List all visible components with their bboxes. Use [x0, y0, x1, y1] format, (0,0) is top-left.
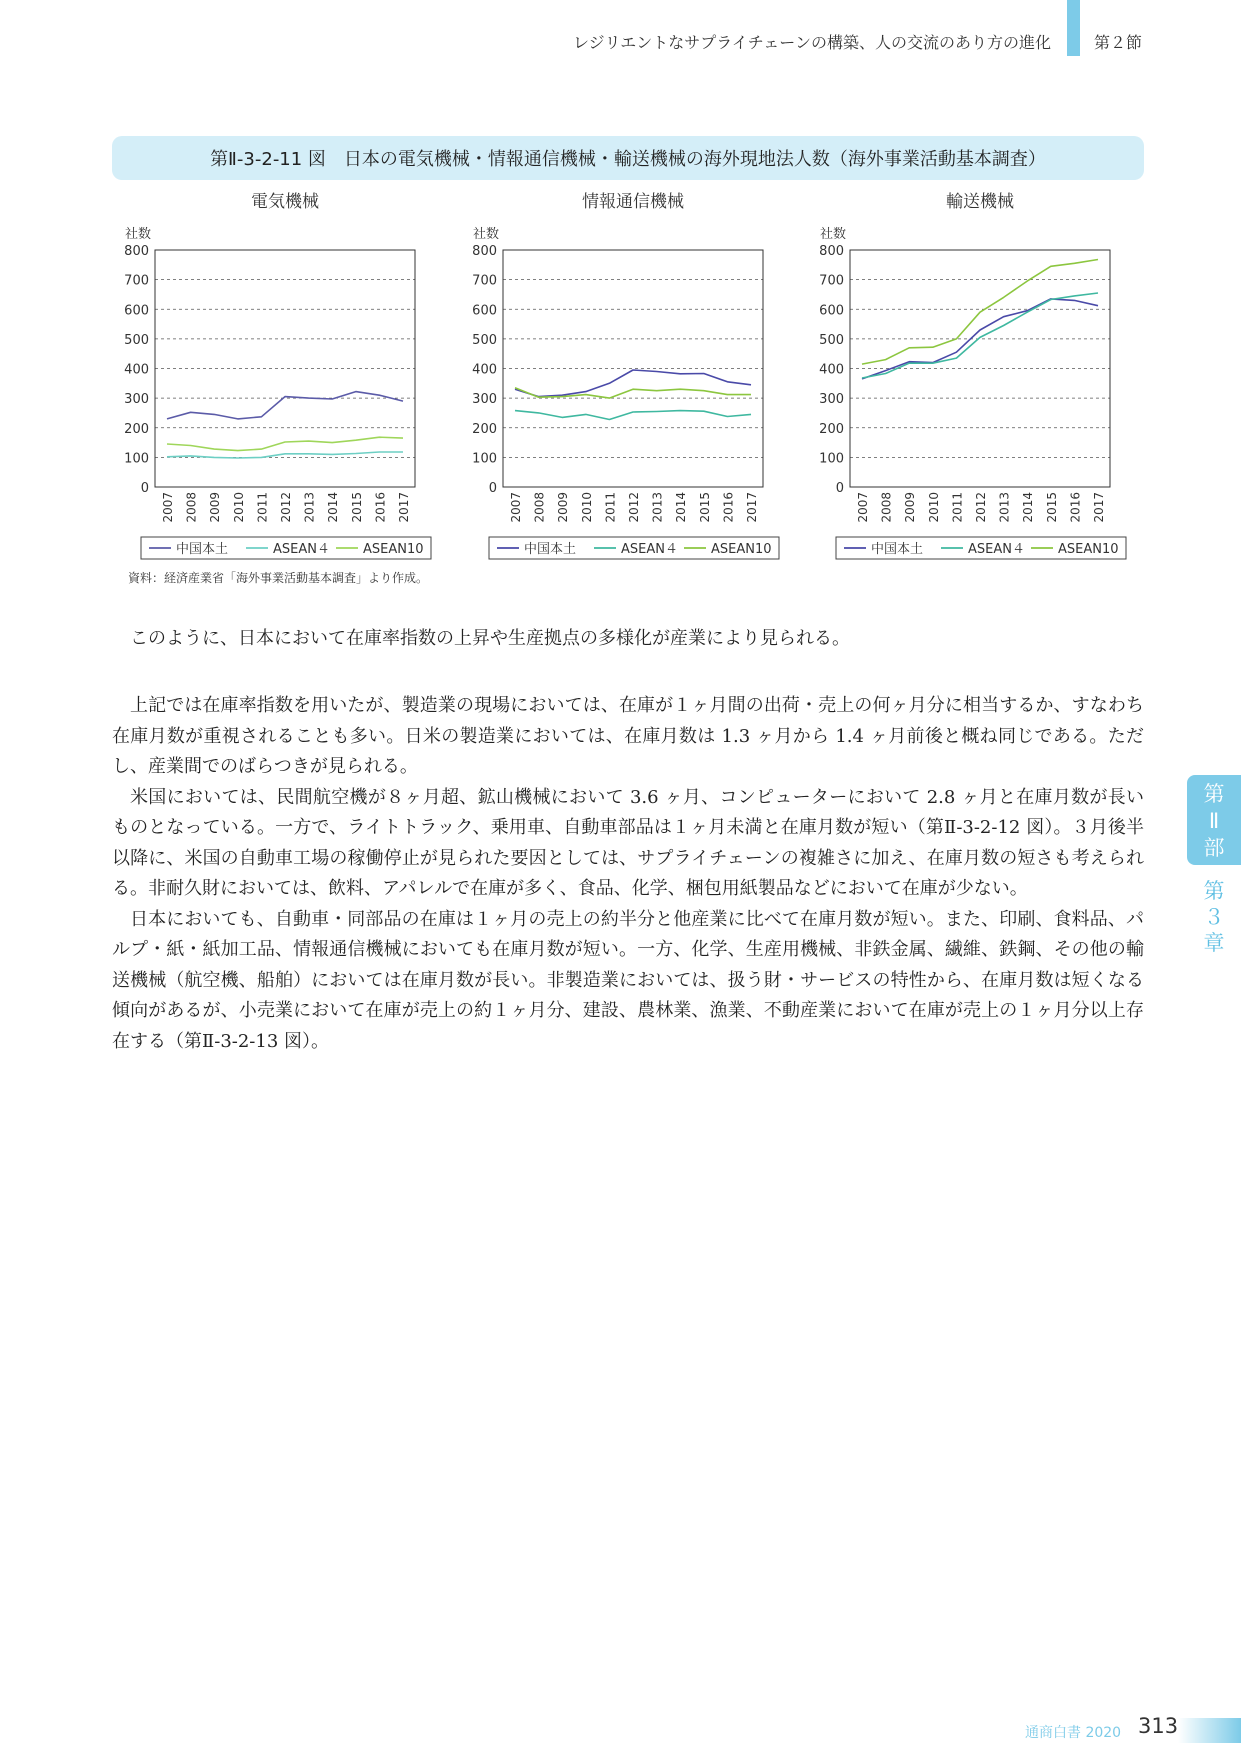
x-tick-label: 2012 [627, 492, 641, 523]
body-paragraphs [112, 691, 1144, 1057]
y-tick-label: 500 [819, 332, 844, 348]
legend-label: 中国本土 [176, 542, 229, 557]
body-paragraph: 日本においても、自動車・同部品の在庫は１ヶ月の売上の約半分と他産業に比べて在庫月数が短い。また、印刷、食料品、パルプ・紙・紙加工品、情報通信機械においても在庫月数が短い。一方、化学、生産用機械、非鉄金属、繊維、鉄鋼、その他の輸送機械（航空機、船舶）においては在庫月数が長い。非製造業においては、扱う財・サービスの特性から、在庫月数は短くなる傾向があるが、小売業において在庫が売上の約１ヶ月分、建設、農林業、漁業、不動産業において在庫が売上の１ヶ月分以上存在する（第Ⅱ-3-2-13 図）。 [112, 908, 1144, 1052]
chart-title: 情報通信機械 [582, 192, 684, 212]
chart-panel [472, 192, 779, 559]
x-tick-label: 2013 [997, 492, 1012, 523]
x-tick-label: 2013 [302, 492, 317, 523]
x-tick-label: 2015 [1044, 492, 1059, 523]
chart-title: 輸送機械 [946, 192, 1014, 212]
running-header-section: 第２節 [1094, 33, 1143, 52]
x-tick-label: 2014 [1021, 492, 1036, 523]
x-tick-label: 2007 [856, 492, 870, 523]
page-number: 313 [1138, 1714, 1179, 1738]
series-line [862, 293, 1098, 378]
x-tick-label: 2010 [926, 492, 941, 523]
x-tick-label: 2012 [974, 492, 988, 523]
legend-label: ASEAN10 [711, 542, 772, 557]
y-tick-label: 200 [472, 421, 497, 437]
y-tick-label: 700 [472, 273, 497, 289]
y-axis-label: 社数 [820, 227, 847, 242]
y-tick-label: 100 [472, 451, 497, 467]
x-tick-label: 2008 [879, 492, 894, 523]
x-tick-label: 2009 [208, 492, 223, 523]
chapter-label [1187, 878, 1241, 956]
x-tick-label: 2010 [231, 492, 246, 523]
x-tick-label: 2007 [161, 492, 175, 523]
y-tick-label: 200 [819, 421, 844, 437]
y-tick-label: 300 [819, 392, 844, 408]
charts-figure [0, 0, 1241, 580]
y-tick-label: 800 [472, 244, 497, 259]
y-tick-label: 400 [819, 362, 844, 378]
x-tick-label: 2017 [1092, 492, 1106, 523]
y-tick-label: 0 [488, 481, 497, 496]
series-line [515, 411, 751, 420]
running-header-title: レジリエントなサプライチェーンの構築、人の交流のあり方の進化 [572, 33, 1051, 52]
x-tick-label: 2011 [950, 492, 965, 523]
series-line [167, 392, 403, 419]
x-tick-label: 2011 [603, 492, 618, 523]
y-tick-label: 100 [124, 451, 149, 467]
y-tick-label: 500 [472, 332, 497, 348]
x-tick-label: 2010 [579, 492, 594, 523]
x-tick-label: 2017 [745, 492, 759, 523]
chart-title: 電気機械 [251, 192, 319, 212]
body-paragraph: 上記では在庫率指数を用いたが、製造業の現場においては、在庫が１ヶ月間の出荷・売上の何ヶ月分に相当するか、すなわち在庫月数が重視されることも多い。日米の製造業においては、在庫月数は 1.3 ヶ月から 1.4 ヶ月前後と概ね同じである。ただし、産業間でのばらつきが見られる。 [112, 695, 1144, 777]
body-intro [112, 624, 1144, 655]
y-tick-label: 600 [819, 303, 844, 319]
y-tick-label: 400 [124, 362, 149, 378]
x-tick-label: 2008 [532, 492, 547, 523]
x-tick-label: 2012 [279, 492, 293, 523]
legend-label: ASEAN10 [1058, 542, 1119, 557]
x-tick-label: 2009 [903, 492, 918, 523]
x-tick-label: 2016 [1068, 492, 1083, 523]
y-tick-label: 800 [819, 244, 844, 259]
y-tick-label: 800 [124, 244, 149, 259]
y-tick-label: 700 [819, 273, 844, 289]
series-line [515, 388, 751, 398]
x-tick-label: 2011 [255, 492, 270, 523]
x-tick-label: 2013 [650, 492, 665, 523]
x-tick-label: 2007 [509, 492, 523, 523]
x-tick-label: 2015 [349, 492, 364, 523]
series-line [862, 260, 1098, 365]
y-tick-label: 300 [472, 392, 497, 408]
footer-publication: 通商白書 2020 [1025, 1725, 1122, 1741]
series-line [167, 437, 403, 450]
y-tick-label: 600 [472, 303, 497, 319]
intro-paragraph: このように、日本において在庫率指数の上昇や生産拠点の多様化が産業により見られる。 [130, 628, 850, 649]
y-tick-label: 300 [124, 392, 149, 408]
y-tick-label: 700 [124, 273, 149, 289]
legend-label: ASEAN４ [621, 542, 678, 557]
y-axis-label: 社数 [473, 227, 500, 242]
legend-label: ASEAN４ [273, 542, 330, 557]
figure-source: 資料：経済産業省「海外事業活動基本調査」より作成。 [128, 571, 429, 585]
x-tick-label: 2016 [721, 492, 736, 523]
y-tick-label: 200 [124, 421, 149, 437]
legend-label: 中国本土 [524, 542, 577, 557]
figure-title-text: 第Ⅱ-3-2-11 図 日本の電気機械・情報通信機械・輸送機械の海外現地法人数（海外事業活動基本調査） [210, 149, 1046, 170]
x-tick-label: 2009 [556, 492, 571, 523]
x-tick-label: 2017 [397, 492, 411, 523]
part-tab-label: 第 Ⅱ 部 [1203, 782, 1225, 860]
x-tick-label: 2014 [326, 492, 341, 523]
x-tick-label: 2008 [184, 492, 199, 523]
y-axis-label: 社数 [125, 227, 152, 242]
x-tick-label: 2016 [373, 492, 388, 523]
chapter-label-text: 第 ３ 章 [1203, 879, 1225, 955]
chart-panel [124, 192, 431, 559]
part-tab [1187, 775, 1241, 865]
legend-label: 中国本土 [871, 542, 924, 557]
y-tick-label: 400 [472, 362, 497, 378]
body-paragraph: 米国においては、民間航空機が８ヶ月超、鉱山機械において 3.6 ヶ月、コンピューターにおいて 2.8 ヶ月と在庫月数が長いものとなっている。一方で、ライトトラック、乗用車、自動車部品は１ヶ月未満と在庫月数が短い（第Ⅱ-3-2-12 図）。３月後半以降に、米国の自動車工場の稼働停止が見られた要因としては、サプライチェーンの複雑さに加え、在庫月数の短さも考えられる。非耐久財においては、飲料、アパレルで在庫が多く、食品、化学、梱包用紙製品などにおいて在庫が少ない。 [112, 786, 1144, 899]
y-tick-label: 500 [124, 332, 149, 348]
legend-label: ASEAN10 [363, 542, 424, 557]
y-tick-label: 600 [124, 303, 149, 319]
y-tick-label: 100 [819, 451, 844, 467]
legend-label: ASEAN４ [968, 542, 1025, 557]
x-tick-label: 2015 [697, 492, 712, 523]
footer-accent-bar [1178, 1718, 1241, 1743]
x-tick-label: 2014 [674, 492, 689, 523]
chart-panel [819, 192, 1126, 559]
y-tick-label: 0 [140, 481, 149, 496]
y-tick-label: 0 [835, 481, 844, 496]
